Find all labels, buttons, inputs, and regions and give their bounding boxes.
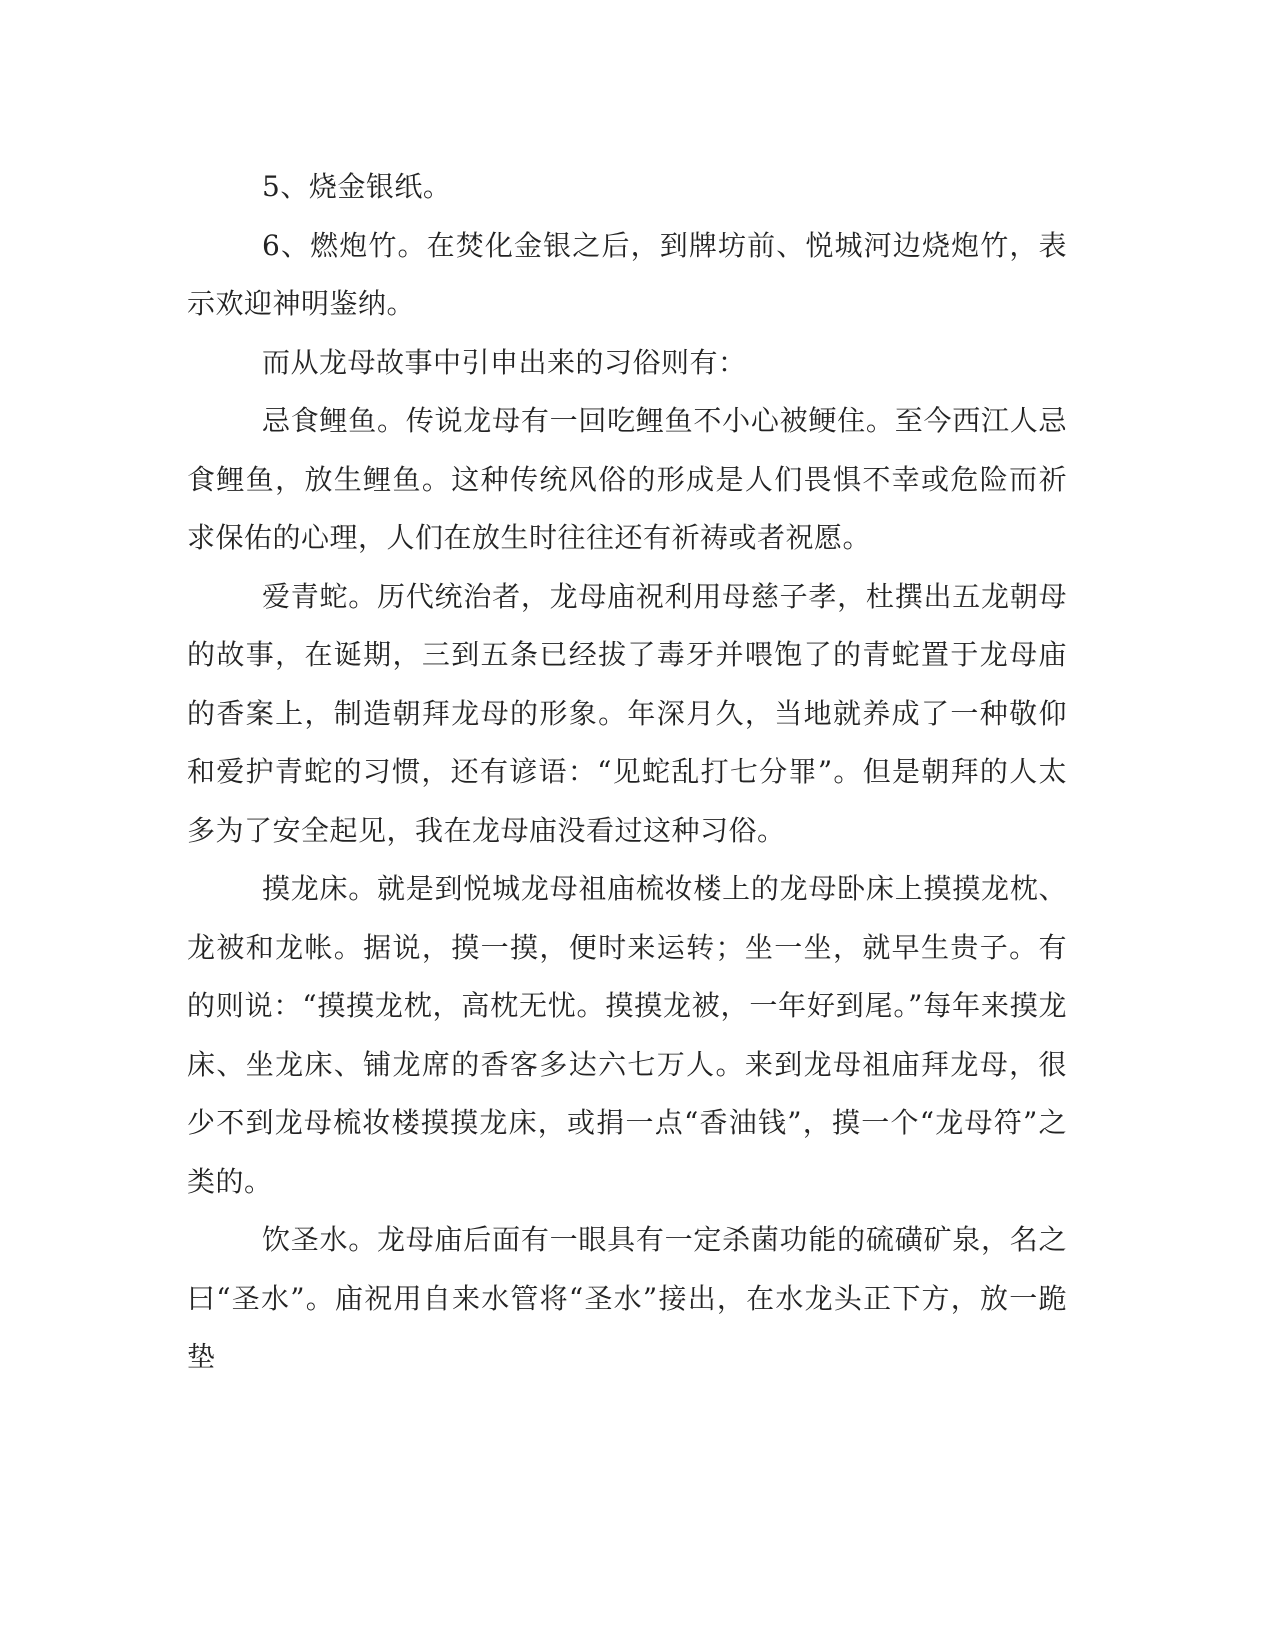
paragraph-burn-paper-money: 5、烧金银纸。 <box>262 170 452 203</box>
paragraph-firecrackers: 6、燃炮竹。在焚化金银之后，到牌坊前、悦城河边烧炮竹，表示欢迎神明鉴纳。 <box>187 228 1067 320</box>
paragraph-avoid-carp: 忌食鲤鱼。传说龙母有一回吃鲤鱼不小心被鲠住。至今西江人忌食鲤鱼，放生鲤鱼。这种传统风俗的形成是人们畏惧不幸或危险而祈求保佑的心理，人们在放生时往往还有祈祷或者祝愿。 <box>187 404 1067 554</box>
document-body <box>187 158 1067 1387</box>
paragraph-holy-water: 饮圣水。龙母庙后面有一眼具有一定杀菌功能的硫磺矿泉，名之曰“圣水”。庙祝用自来水管将“圣水”接出，在水龙头正下方，放一跪垫 <box>187 1223 1067 1373</box>
paragraph-customs-intro: 而从龙母故事中引申出来的习俗则有： <box>262 345 747 379</box>
paragraph-touch-dragon-bed: 摸龙床。就是到悦城龙母祖庙梳妆楼上的龙母卧床上摸摸龙枕、龙被和龙帐。据说，摸一摸，便时来运转；坐一坐，就早生贵子。有的则说：“摸摸龙枕，高枕无忧。摸摸龙被，一年好到尾。”每年来摸龙床、坐龙床、铺龙席的香客多达六七万人。来到龙母祖庙拜龙母，很少不到龙母梳妆楼摸摸龙床，或捐一点“香油钱”，摸一个“龙母符”之类的。 <box>187 872 1067 1198</box>
paragraph-love-green-snake: 爱青蛇。历代统治者，龙母庙祝利用母慈子孝，杜撰出五龙朝母的故事，在诞期，三到五条已经拔了毒牙并喂饱了的青蛇置于龙母庙的香案上，制造朝拜龙母的形象。年深月久，当地就养成了一种敬仰和爱护青蛇的习惯，还有谚语：“见蛇乱打七分罪”。但是朝拜的人太多为了安全起见，我在龙母庙没看过这种习俗。 <box>187 579 1067 847</box>
